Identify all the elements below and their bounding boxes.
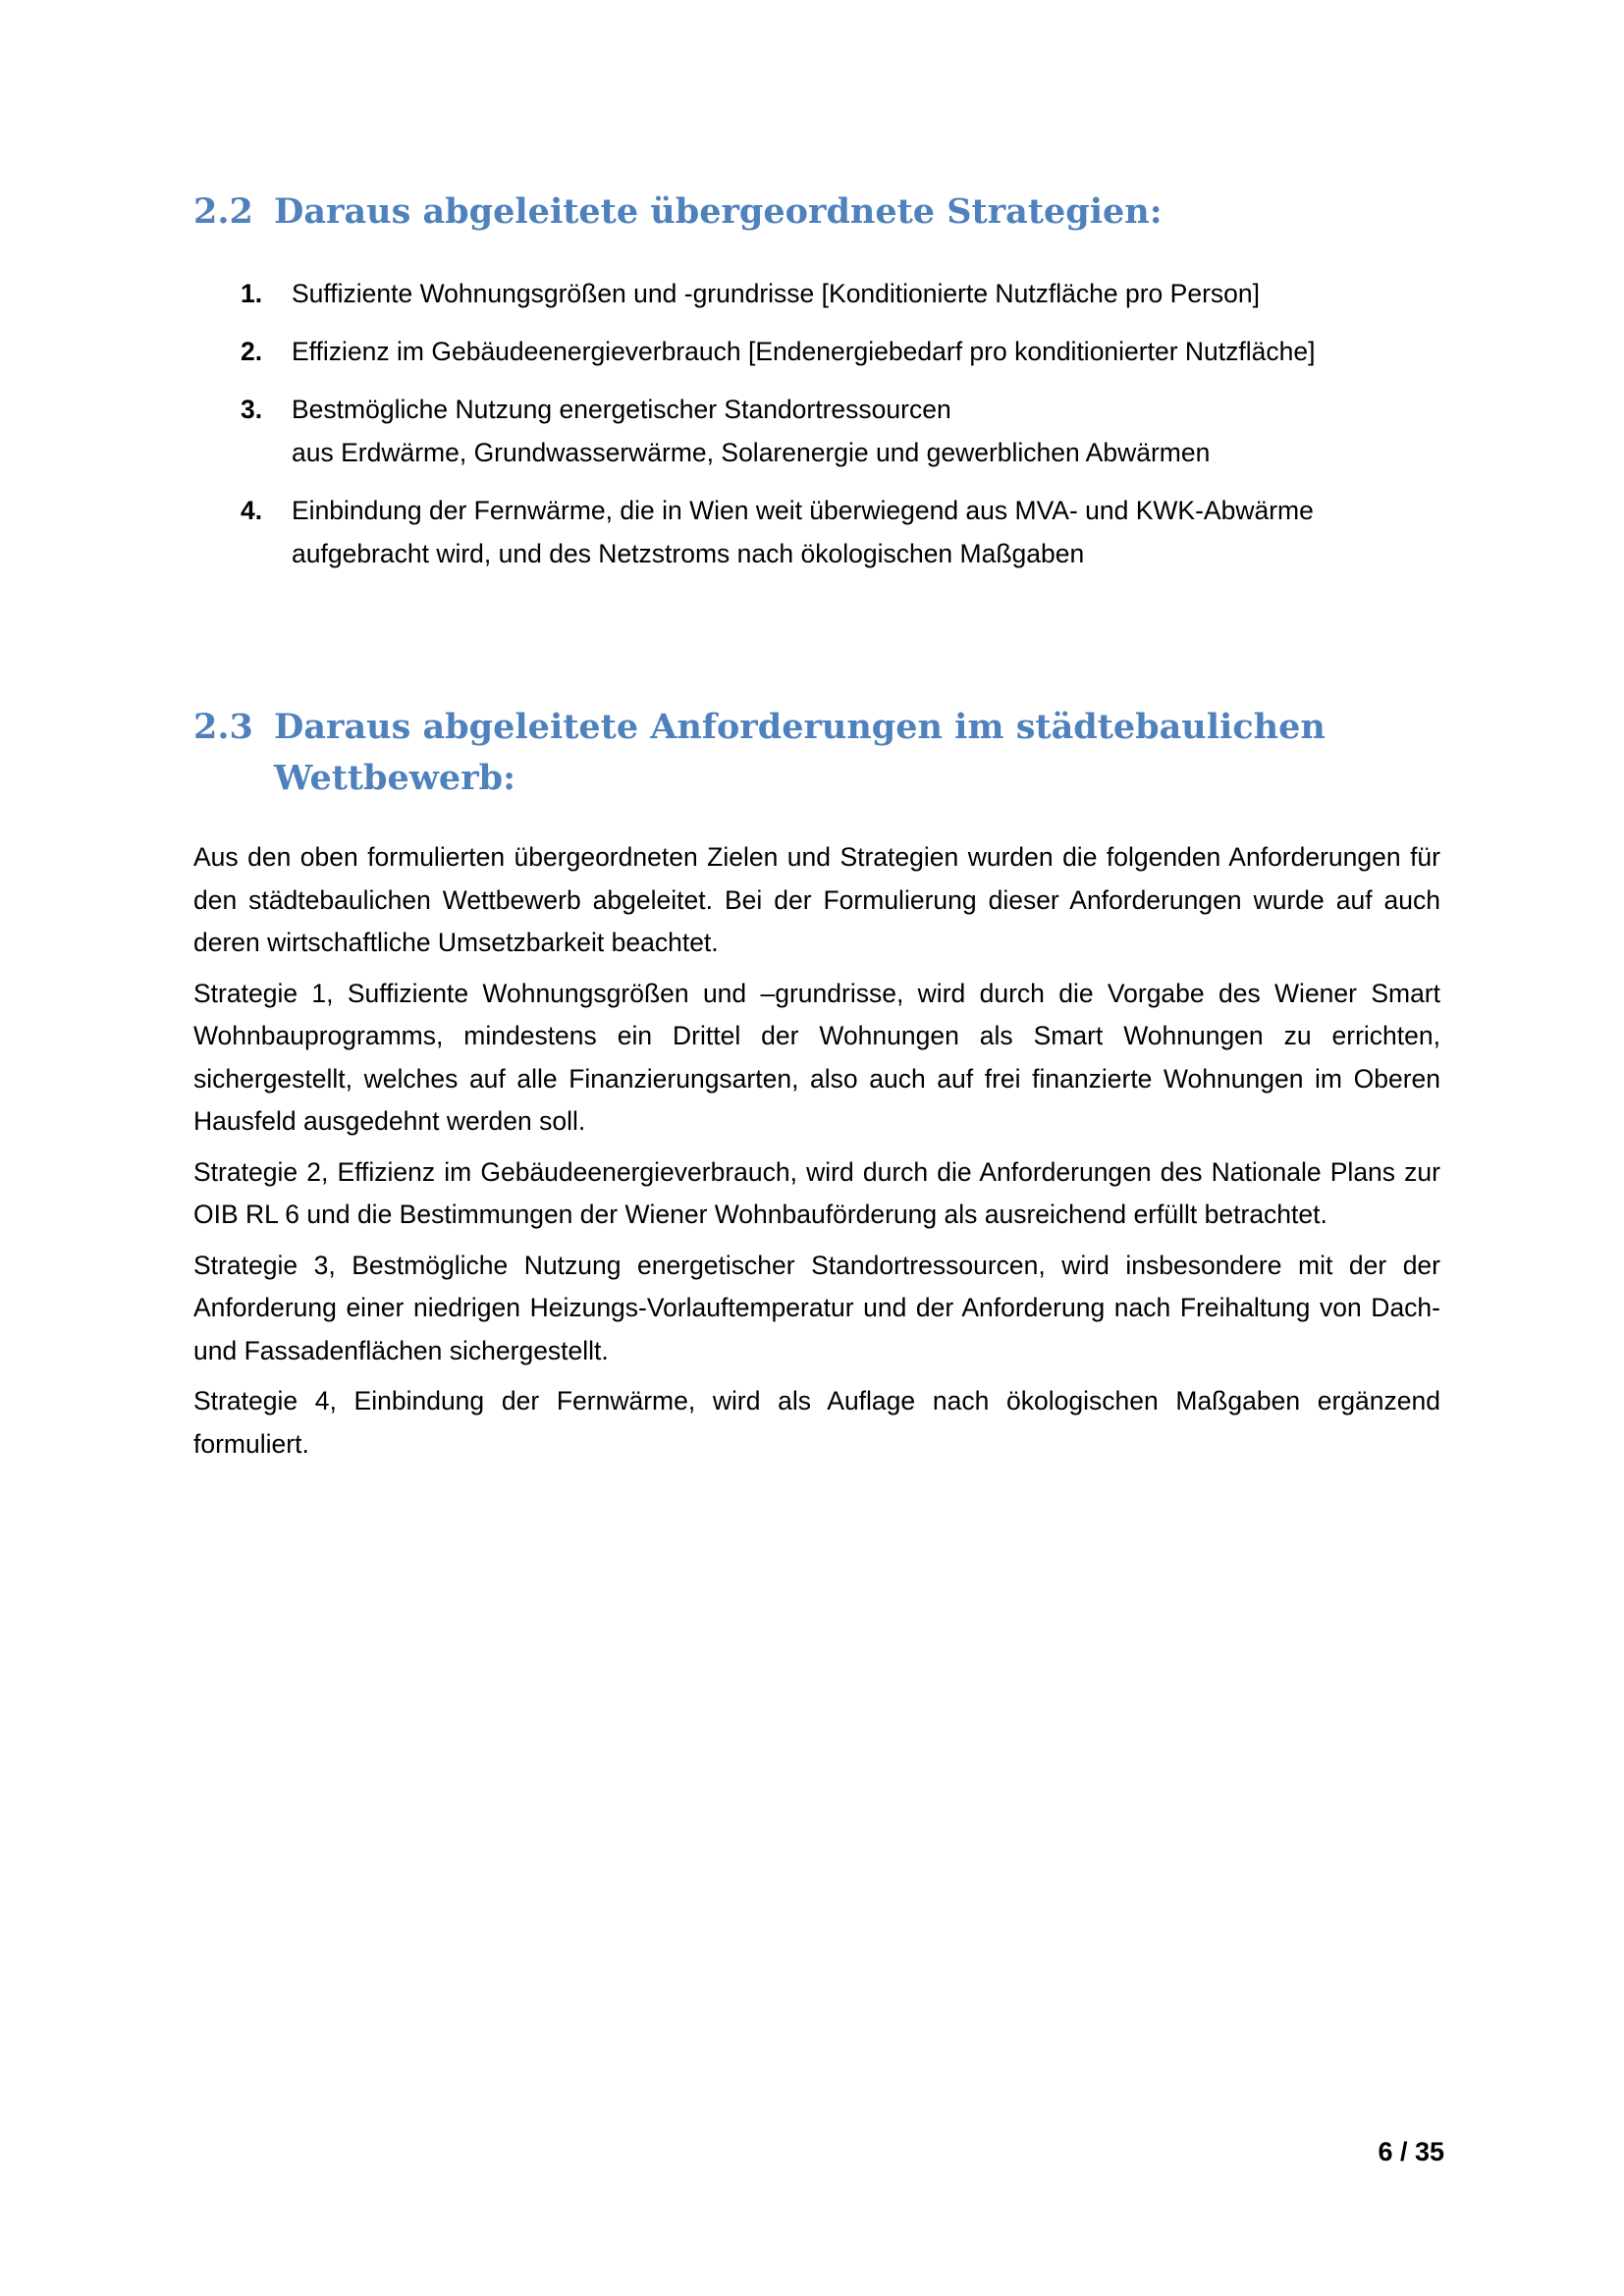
- paragraph: Aus den oben formulierten übergeordneten Zielen und Strategien wurden die folgenden Anforderungen für den städtebaulichen Wettbewerb abgeleitet. Bei der Formulierung dieser Anforderungen wurde auf auch deren wirtschaftliche Umsetzbarkeit beachtet.: [193, 842, 1440, 957]
- list-item-number: 2.: [241, 337, 263, 366]
- list-item-text: Bestmögliche Nutzung energetischer Standortressourcen: [292, 395, 951, 424]
- list-item: [241, 489, 1458, 575]
- page-number: 6 / 35: [1378, 2137, 1444, 2166]
- list-item-text: Effizienz im Gebäudeenergieverbrauch [Endenergiebedarf pro konditionierter Nutzfläche]: [292, 337, 1316, 366]
- section-number: 2.2: [193, 191, 253, 232]
- section-number: 2.3: [193, 707, 253, 747]
- section-title: Daraus abgeleitete übergeordnete Strategien:: [274, 191, 1163, 232]
- strategy-list: [241, 272, 1458, 590]
- list-item-number: 3.: [241, 395, 263, 424]
- section-title: Daraus abgeleitete Anforderungen im städtebaulichen Wettbewerb:: [274, 707, 1326, 798]
- list-item-number: 4.: [241, 496, 263, 525]
- list-item-text: Suffiziente Wohnungsgrößen und -grundrisse [Konditionierte Nutzfläche pro Person]: [292, 279, 1260, 308]
- paragraph: Strategie 4, Einbindung der Fernwärme, wird als Auflage nach ökologischen Maßgaben ergänzend formuliert.: [193, 1386, 1440, 1459]
- list-item: [241, 388, 1458, 474]
- section-2-3-heading: [193, 702, 1450, 804]
- list-item: [241, 272, 1458, 315]
- section-2-2-heading: [193, 187, 1450, 238]
- list-item-text: Einbindung der Fernwärme, die in Wien weit überwiegend aus MVA- und KWK-Abwärme: [292, 496, 1314, 525]
- list-item-number: 1.: [241, 279, 263, 308]
- paragraph: Strategie 1, Suffiziente Wohnungsgrößen und –grundrisse, wird durch die Vorgabe des Wiener Smart Wohnbauprogramms, mindestens ein Drittel der Wohnungen als Smart Wohnungen zu errichten, sichergestellt, welches auf alle Finanzierungsarten, also auch auf frei finanzierte Wohnungen im Oberen Hausfeld ausgedehnt werden soll.: [193, 978, 1440, 1136]
- list-item-text: aus Erdwärme, Grundwasserwärme, Solarenergie und gewerblichen Abwärmen: [292, 438, 1211, 467]
- list-item-text: aufgebracht wird, und des Netzstroms nach ökologischen Maßgaben: [292, 539, 1085, 568]
- list-item: [241, 330, 1458, 373]
- paragraph: Strategie 3, Bestmögliche Nutzung energetischer Standortressourcen, wird insbesondere mit der der Anforderung einer niedrigen Heizungs-Vorlauftemperatur und der Anforderung nach Freihaltung von Dach- und Fassadenflächen sichergestellt.: [193, 1250, 1440, 1365]
- paragraph: Strategie 2, Effizienz im Gebäudeenergieverbrauch, wird durch die Anforderungen des Nationale Plans zur OIB RL 6 und die Bestimmungen der Wiener Wohnbauförderung als ausreichend erfüllt betrachtet.: [193, 1156, 1440, 1229]
- section-body: [193, 836, 1440, 1473]
